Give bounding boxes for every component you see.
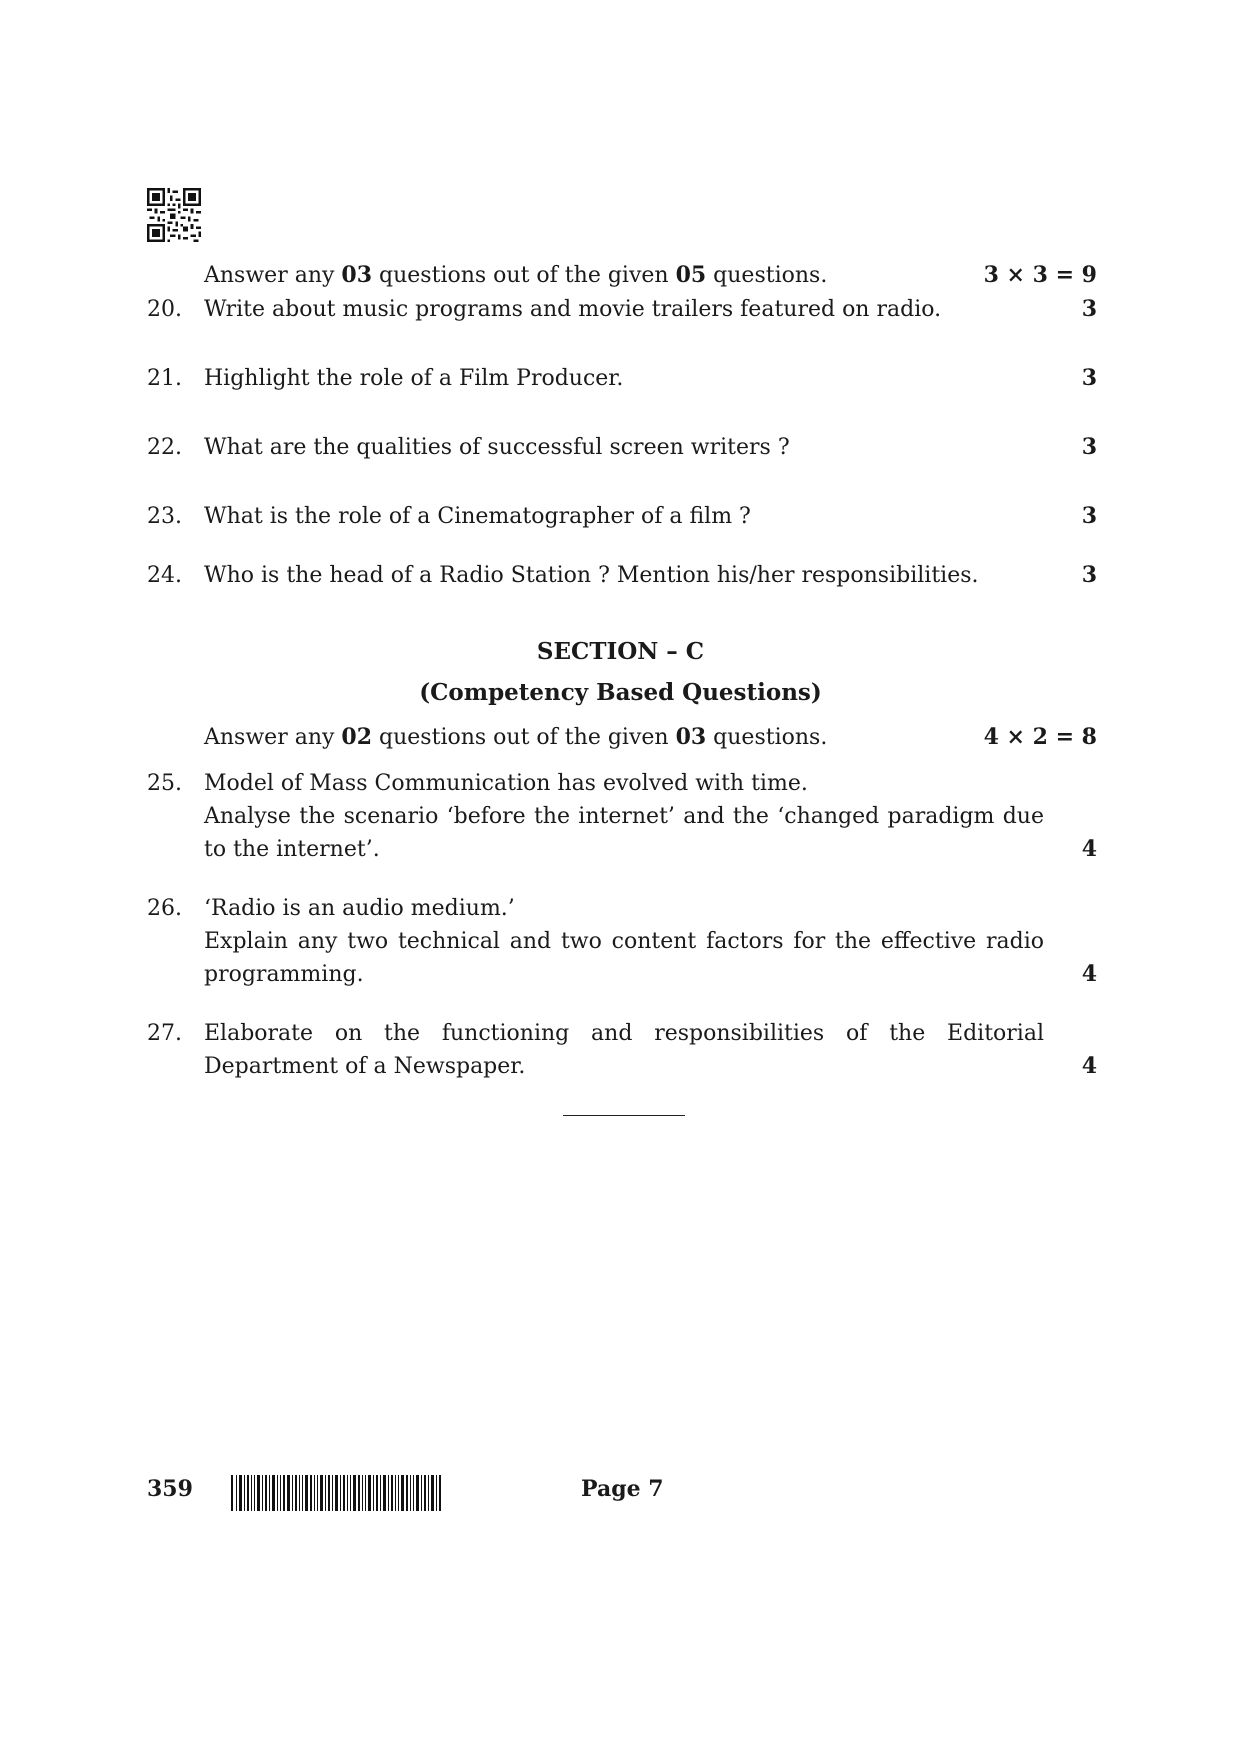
- question-text: Who is the head of a Radio Station ? Mention his/her responsibilities.: [204, 563, 979, 588]
- question-number: 27.: [147, 1021, 182, 1046]
- question-text: What is the role of a Cinematographer of a film ?: [204, 504, 751, 529]
- question-25: [147, 767, 1097, 866]
- question-text-line1: ‘Radio is an audio medium.’: [204, 896, 515, 921]
- question-24: [147, 559, 1097, 592]
- question-20: [147, 293, 1097, 326]
- paper-code: 359: [147, 1476, 193, 1502]
- answer-count: 02: [341, 724, 373, 750]
- question-26: [147, 892, 1097, 991]
- given-count: 05: [675, 262, 707, 288]
- question-21: [147, 362, 1097, 395]
- question-marks: 4: [1081, 836, 1097, 862]
- question-number: 23.: [147, 504, 182, 529]
- section-c-title: SECTION – C: [536, 638, 705, 665]
- question-text-line1: Model of Mass Communication has evolved with time.: [204, 771, 808, 796]
- question-text: Write about music programs and movie trailers featured on radio.: [204, 297, 942, 322]
- page-number: Page 7: [581, 1476, 664, 1502]
- question-marks: 4: [1081, 961, 1097, 987]
- question-number: 26.: [147, 896, 182, 921]
- question-marks: 3: [1081, 434, 1097, 460]
- question-number: 21.: [147, 366, 182, 391]
- question-number: 24.: [147, 563, 182, 588]
- section-c-instruction: Answer any 02 questions out of the given 03 questions. 4 × 2 = 8: [147, 721, 1097, 754]
- question-marks: 3: [1081, 562, 1097, 588]
- qr-code-icon: [147, 188, 201, 242]
- question-23: [147, 500, 1097, 533]
- end-of-paper-rule: [563, 1115, 685, 1116]
- question-marks: 3: [1081, 503, 1097, 529]
- question-text: Highlight the role of a Film Producer.: [204, 366, 624, 391]
- question-marks: 4: [1081, 1053, 1097, 1079]
- question-text-line2: Explain any two technical and two content factors for the effective radio programming.: [204, 929, 1044, 987]
- question-text: What are the qualities of successful screen writers ?: [204, 435, 790, 460]
- section-c-subtitle: (Competency Based Questions): [419, 679, 822, 706]
- instruction-marks: 4 × 2 = 8: [983, 724, 1097, 750]
- question-number: 20.: [147, 297, 182, 322]
- question-text-line2: Analyse the scenario ‘before the internet’ and the ‘changed paradigm due to the internet’.: [204, 804, 1044, 862]
- question-number: 25.: [147, 771, 182, 796]
- question-number: 22.: [147, 435, 182, 460]
- question-27: [147, 1017, 1097, 1083]
- section-b-instruction: Answer any 03 questions out of the given 05 questions. 3 × 3 = 9: [147, 259, 1097, 292]
- question-marks: 3: [1081, 365, 1097, 391]
- barcode-icon: [231, 1475, 441, 1511]
- instruction-marks: 3 × 3 = 9: [983, 262, 1097, 288]
- question-22: [147, 431, 1097, 464]
- question-text: Elaborate on the functioning and responsibilities of the Editorial Department of a Newspaper.: [204, 1021, 1044, 1079]
- question-marks: 3: [1081, 296, 1097, 322]
- given-count: 03: [675, 724, 707, 750]
- answer-count: 03: [341, 262, 373, 288]
